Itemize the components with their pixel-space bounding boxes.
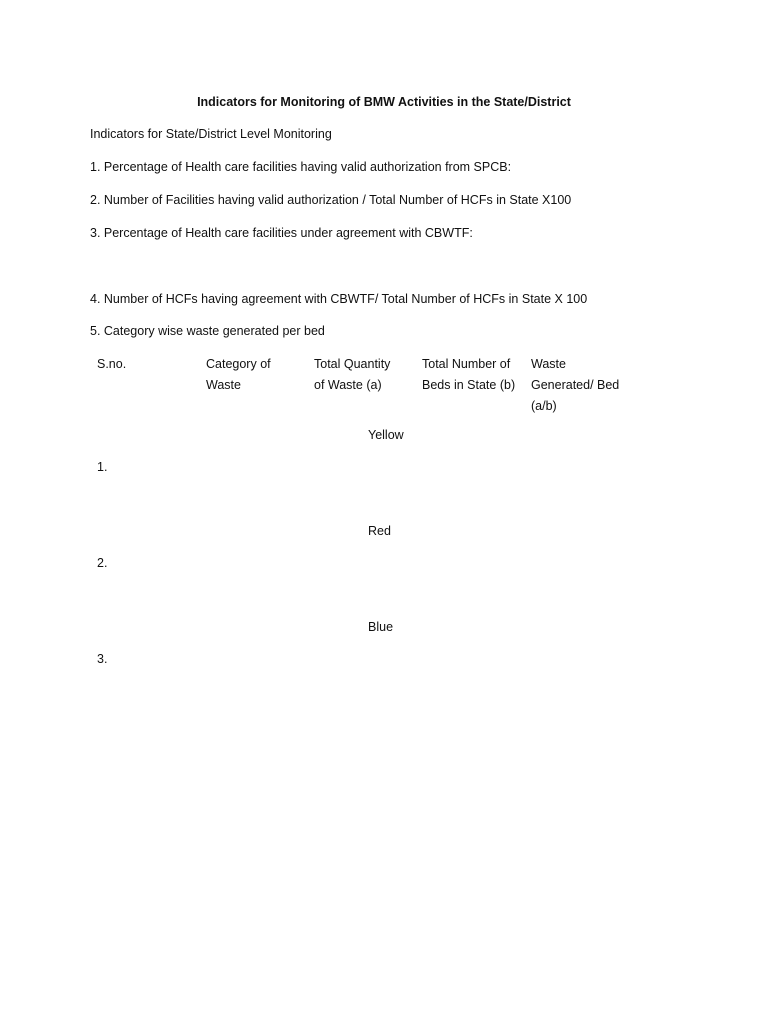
table-row-sno: 3. — [97, 652, 108, 666]
table-row-sno: 1. — [97, 460, 108, 474]
header-perbed-line2: Generated/ Bed — [531, 378, 620, 392]
table-row-category: Red — [368, 524, 391, 538]
header-quantity-line1: Total Quantity — [314, 357, 391, 371]
indicator-item-5: 5. Category wise waste generated per bed — [90, 324, 325, 338]
table-header-category — [206, 354, 316, 396]
table-header-beds — [422, 354, 532, 396]
header-category-line1: Category of — [206, 357, 271, 371]
indicator-item-2: 2. Number of Facilities having valid authorization / Total Number of HCFs in State X100 — [90, 193, 572, 207]
header-perbed-line1: Waste — [531, 357, 566, 371]
table-header-waste-per-bed — [531, 354, 641, 417]
indicator-item-3: 3. Percentage of Health care facilities under agreement with CBWTF: — [90, 226, 473, 240]
table-row-category: Blue — [368, 620, 394, 634]
indicator-item-4: 4. Number of HCFs having agreement with CBWTF/ Total Number of HCFs in State X 100 — [90, 292, 588, 306]
header-beds-line2: Beds in State (b) — [422, 378, 516, 392]
indicator-item-1: 1. Percentage of Health care facilities having valid authorization from SPCB: — [90, 160, 512, 174]
table-header-quantity — [314, 354, 424, 396]
header-sno-text: S.no. — [97, 357, 127, 371]
table-header-sno — [97, 354, 207, 375]
header-perbed-line3: (a/b) — [531, 399, 557, 413]
header-category-line2: Waste — [206, 378, 241, 392]
document-title: Indicators for Monitoring of BMW Activities in the State/District — [197, 95, 571, 109]
section-subtitle: Indicators for State/District Level Monitoring — [90, 127, 332, 141]
header-quantity-line2: of Waste (a) — [314, 378, 382, 392]
header-beds-line1: Total Number of — [422, 357, 511, 371]
table-row-category: Yellow — [368, 428, 404, 442]
table-row-sno: 2. — [97, 556, 108, 570]
